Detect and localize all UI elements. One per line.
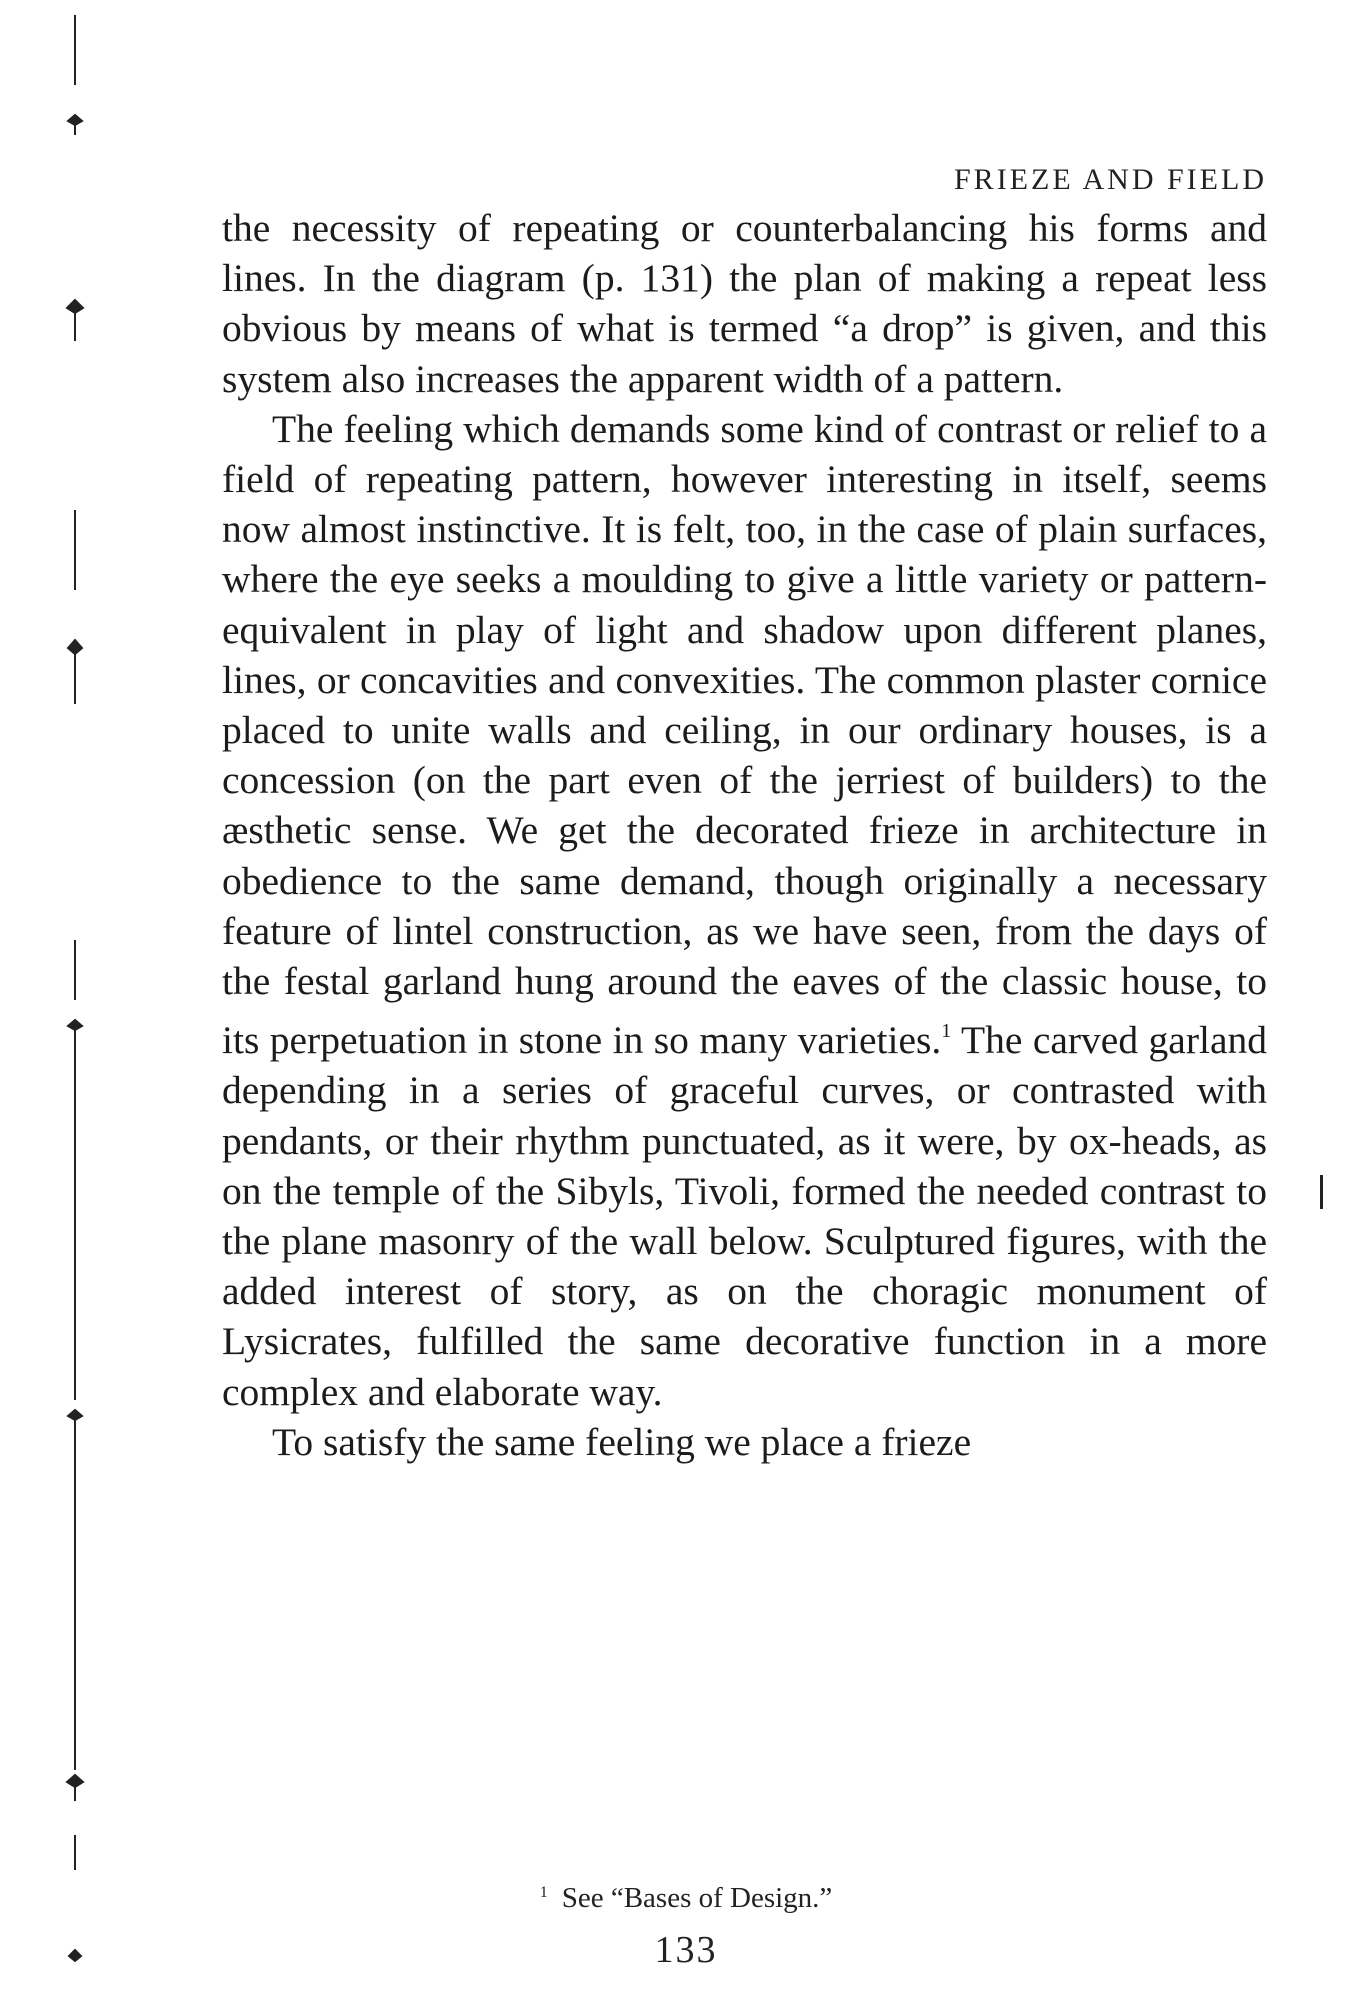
body-text	[222, 203, 1267, 1467]
running-head: FRIEZE AND FIELD	[954, 163, 1267, 196]
footnote-reference[interactable]: 1	[941, 1020, 952, 1043]
footnote	[0, 1882, 1372, 1915]
paragraph-3: To satisfy the same feeling we place a frieze	[272, 1419, 972, 1464]
paragraph-2	[222, 404, 1267, 1417]
paragraph-2-text: The feeling which demands some kind of contrast or relief to a field of repeating pattern, however interesting in itself, seems now almost instinctive. It is felt, too, in the case of plain surfaces, where the eye seeks a moulding to give a little variety or pattern-equivalent in play of light and shadow upon different planes, lines, or concavities and convexities. The common plaster cornice placed to unite walls and ceiling, in our ordinary houses, is a concession (on the part even of the jerriest of builders) to the æsthetic sense. We get the decorated frieze in architecture in obedience to the same demand, though originally a necessary feature of lintel construction, as we have seen, from the days of the festal garland hung around the eaves of the classic house, to its perpetuation in stone in so many varieties.	[222, 406, 1267, 1063]
fleuron-border-icon	[60, 0, 90, 1989]
margin-mark	[1320, 1175, 1323, 1209]
page-number: 133	[654, 1929, 718, 1971]
footnote-marker: 1	[539, 1884, 548, 1901]
paragraph-1: the necessity of repeating or counterbalancing his forms and lines. In the diagram (p. 131) the plan of making a repeat less obvious by means of what is termed “a drop” is given, and this system also increases the apparent width of a pattern.	[222, 206, 1267, 401]
footnote-text: See “Bases of Design.”	[561, 1882, 833, 1914]
binding-rule-ornament	[60, 0, 90, 1989]
paragraph-2-continuation: The carved garland depending in a series of graceful curves, or contrasted with pendants, or their rhythm punctuated, as it were, by ox-heads, as on the temple of the Sibyls, Tivoli, formed the needed contrast to the plane masonry of the wall below. Sculptured figures, with the added interest of story, as on the choragic monument of Lysicrates, fulfilled the same decorative function in a more complex and elaborate way.	[222, 1018, 1267, 1414]
